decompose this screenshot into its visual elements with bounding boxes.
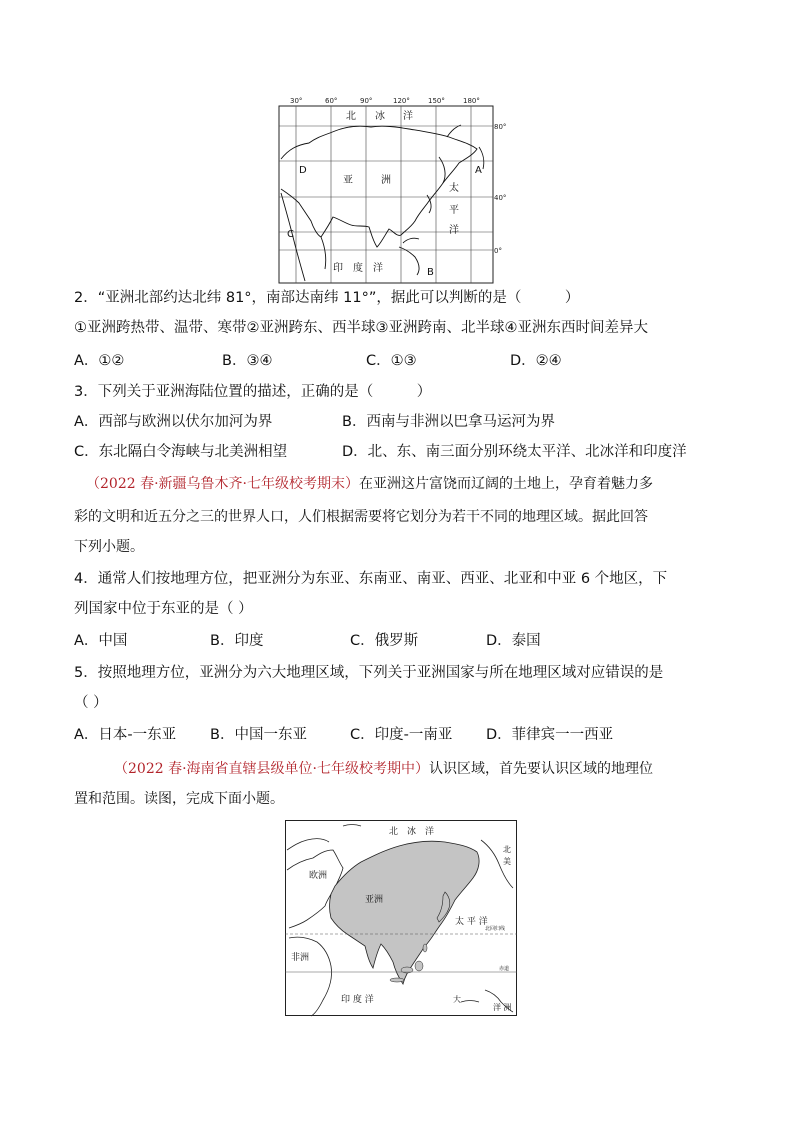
map-frame [279, 106, 493, 283]
lon-label: 150° [428, 97, 445, 105]
asia-label: 亚 [343, 175, 353, 186]
passage2-line2: 置和范围。读图，完成下面小题。 [74, 791, 284, 807]
asia-label: 亚洲 [365, 895, 384, 905]
oceania-label: 大 [453, 995, 461, 1004]
q5-option-a[interactable]: A．日本-一东亚 [74, 727, 177, 743]
q4-stem-line1: 4．通常人们按地理方位，把亚洲分为东亚、东南亚、南亚、西亚、北亚和中亚 6 个地区，下 [74, 571, 668, 587]
q5-stem-line1: 5．按照地理方位，亚洲分为六大地理区域，下列关于亚洲国家与所在地理区域对应错误的是 [74, 665, 664, 681]
passage2-line1 [114, 759, 653, 779]
lat-label: 40° [494, 194, 507, 202]
q4-stem-line2: 列国家中位于东亚的是（ ） [74, 601, 253, 617]
pacific-label: 平 [449, 205, 459, 216]
q2-option-b[interactable]: B．③④ [222, 353, 273, 369]
north-ocean-label: 北 冰 洋 [389, 827, 435, 837]
q4-option-b[interactable]: B．印度 [210, 633, 264, 649]
asia-label: 洲 [381, 175, 391, 186]
q2-option-c[interactable]: C．①③ [366, 353, 417, 369]
equator-label: 赤道 [499, 966, 510, 972]
q5-option-b[interactable]: B．中国一东亚 [210, 727, 307, 743]
q3-option-a[interactable]: A．西部与欧洲以伏尔加河为界 [74, 414, 273, 430]
north-ocean-label: 北 [346, 111, 356, 122]
tropic-label: 北回归线 [485, 926, 506, 932]
asia-grid-map [279, 97, 507, 284]
pacific-label: 太 [449, 183, 459, 194]
q2-option-d[interactable]: D．②④ [510, 353, 562, 369]
lon-label: 120° [393, 97, 410, 105]
lat-label: 0° [494, 247, 502, 255]
asia-region-map [285, 820, 517, 1016]
passage1-line3: 下列小题。 [74, 539, 144, 555]
latitude-labels [494, 123, 506, 255]
q5-stem-line2: （ ） [74, 695, 108, 711]
passage1-text: 在亚洲这片富饶而辽阔的土地上，孕育着魅力多 [358, 476, 653, 492]
passage2-source: （2022 春·海南省直辖县级单位·七年级校考期中） [114, 761, 429, 777]
q2-statements: ①亚洲跨热带、温带、寒带②亚洲跨东、西半球③亚洲跨南、北半球④亚洲东西时间差异大 [74, 320, 648, 336]
lon-label: 180° [463, 97, 480, 105]
north-ocean-label: 洋 [403, 111, 413, 122]
pacific-label: 太 平 洋 [455, 917, 488, 927]
point-d-label: D [299, 165, 307, 176]
north-america-label: 美 [503, 857, 511, 866]
q3-option-d[interactable]: D．北、东、南三面分别环绕太平洋、北冰洋和印度洋 [342, 444, 687, 460]
longitude-labels [290, 97, 480, 105]
oceania-label: 洋 洲 [493, 1003, 512, 1012]
europe-label: 欧洲 [309, 871, 328, 881]
q4-option-a[interactable]: A．中国 [74, 633, 128, 649]
passage1-line1 [86, 474, 653, 494]
africa-label: 非洲 [291, 953, 310, 963]
passage2-text: 认识区域，首先要认识区域的地理位 [428, 761, 653, 777]
q5-option-d[interactable]: D．菲律宾一一西亚 [486, 727, 614, 743]
indian-ocean-label: 印 度 洋 [341, 995, 374, 1005]
q2-option-a[interactable]: A．①② [74, 353, 125, 369]
indian-ocean-label: 洋 [373, 263, 383, 274]
lon-label: 30° [290, 97, 303, 105]
lon-label: 60° [325, 97, 338, 105]
passage1-source: （2022 春·新疆乌鲁木齐·七年级校考期末） [86, 476, 359, 492]
north-america-label: 北 [503, 845, 511, 854]
q3-stem: 3．下列关于亚洲海陆位置的描述，正确的是（ ） [74, 384, 432, 400]
q2-stem: 2．“亚洲北部约达北纬 81°，南部达南纬 11°”，据此可以判断的是（ ） [74, 290, 580, 306]
point-a-label: A [475, 165, 482, 176]
q3-option-c[interactable]: C．东北隔白令海峡与北美洲相望 [74, 444, 288, 460]
pacific-label: 洋 [449, 225, 459, 236]
north-ocean-label: 冰 [375, 111, 385, 122]
lon-label: 90° [360, 97, 373, 105]
q5-option-c[interactable]: C．印度-一南亚 [350, 727, 453, 743]
indian-ocean-label: 印 [333, 263, 343, 274]
indian-ocean-label: 度 [353, 263, 363, 274]
q4-option-c[interactable]: C．俄罗斯 [350, 633, 419, 649]
point-b-label: B [427, 267, 434, 278]
lat-label: 80° [494, 123, 507, 131]
q4-option-d[interactable]: D．泰国 [486, 633, 541, 649]
q3-option-b[interactable]: B．西南与非洲以巴拿马运河为界 [342, 414, 555, 430]
passage1-line2: 彩的文明和近五分之三的世界人口，人们根据需要将它划分为若干不同的地理区域。据此回答 [74, 509, 648, 525]
point-c-label: C [287, 229, 294, 240]
